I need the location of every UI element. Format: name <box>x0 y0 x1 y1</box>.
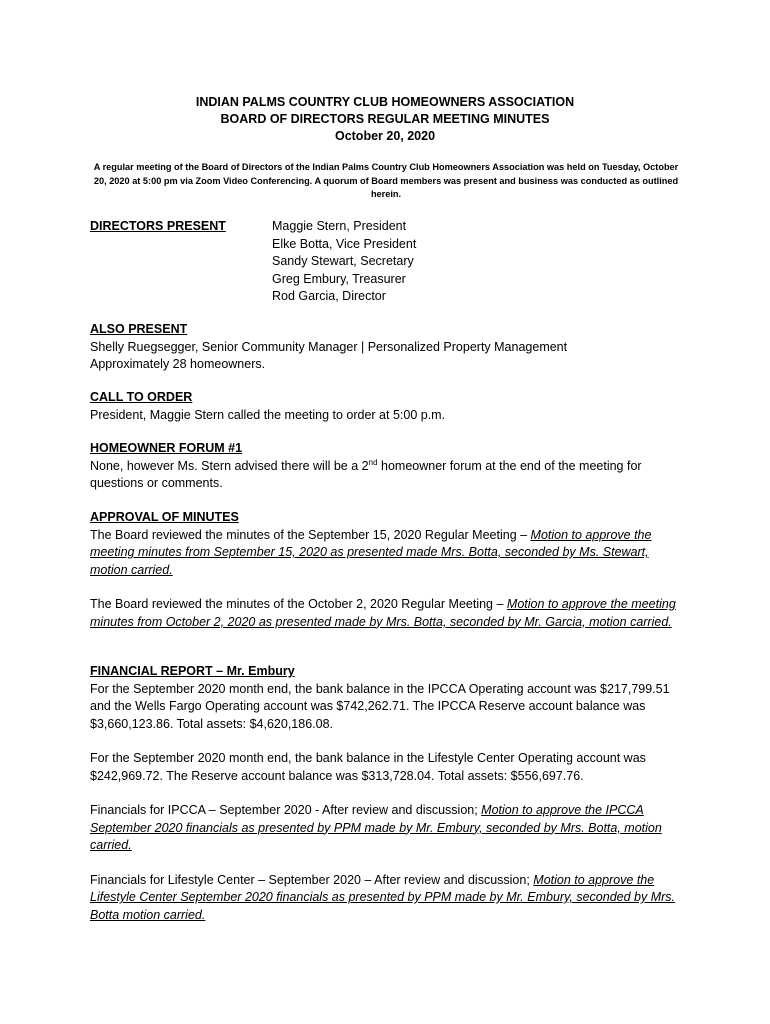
intro-paragraph: A regular meeting of the Board of Directors of the Indian Palms Country Club Homeowners Association was held on Tuesday, October 20, 2020 at 5:00 pm via Zoom Video Conferencing. A quorum of Board members was present and business was conducted as outlined herein. <box>93 162 679 199</box>
homeowner-forum-section <box>90 440 680 493</box>
director-name: Rod Garcia, Director <box>272 289 386 303</box>
approval-heading: APPROVAL OF MINUTES <box>90 510 239 524</box>
motion-text: Motion to approve the meeting minutes from October 2, 2020 as presented made by Mrs. Botta, seconded by Mr. Garcia, motion carried. <box>90 597 676 629</box>
motion-text: Motion to approve the meeting minutes from September 15, 2020 as presented made Mrs. Botta, seconded by Ms. Stewart, motion carried. <box>90 527 652 577</box>
also-present-line: Approximately 28 homeowners. <box>90 357 266 371</box>
ordinal-suffix: nd <box>368 457 378 467</box>
financial-paragraph <box>90 872 680 925</box>
approval-paragraph <box>90 527 680 580</box>
paragraph-text: The Board reviewed the minutes of the October 2, 2020 Regular Meeting – <box>90 597 507 611</box>
motion-text: Motion to approve the IPCCA September 2020 financials as presented by PPM made by Mr. Embury, seconded by Mrs. Botta, motion carried. <box>90 803 662 852</box>
financial-report-section <box>90 663 680 924</box>
financial-paragraph: For the September 2020 month end, the bank balance in the Lifestyle Center Operating account was $242,969.72. The Reserve account balance was $313,728.04. Total assets: $556,697.76. <box>90 751 646 783</box>
director-name: Elke Botta, Vice President <box>272 236 417 251</box>
forum-text-part: homeowner forum at the end of the meeting for questions or comments. <box>90 458 642 490</box>
homeowner-forum-heading: HOMEOWNER FORUM #1 <box>90 441 243 455</box>
approval-paragraph <box>90 596 680 631</box>
document-title: BOARD OF DIRECTORS REGULAR MEETING MINUTES <box>220 112 550 126</box>
also-present-section <box>90 321 680 374</box>
directors-present-heading: DIRECTORS PRESENT <box>90 219 226 233</box>
call-to-order-section <box>90 389 680 424</box>
call-to-order-heading: CALL TO ORDER <box>90 390 193 404</box>
paragraph-text: Financials for Lifestyle Center – September 2020 – After review and discussion; <box>90 872 534 887</box>
motion-text: Motion to approve the Lifestyle Center September 2020 financials as presented by PPM made by Mr. Embury, seconded by Mrs. Botta motion carried. <box>90 872 675 922</box>
financial-paragraph: For the September 2020 month end, the bank balance in the IPCCA Operating account was $217,799.51 and the Wells Fargo Operating account was $742,262.71. The IPCCA Reserve account balance was $3,660,123.86. Total assets: $4,620,186.08. <box>90 681 670 731</box>
directors-list <box>272 218 416 306</box>
forum-text-part: None, however Ms. Stern advised there will be a 2 <box>90 458 369 473</box>
also-present-line: Shelly Ruegsegger, Senior Community Manager | Personalized Property Management <box>90 339 568 354</box>
paragraph-text: Financials for IPCCA – September 2020 - After review and discussion; <box>90 803 482 817</box>
director-name: Sandy Stewart, Secretary <box>272 254 414 268</box>
association-name: INDIAN PALMS COUNTRY CLUB HOMEOWNERS ASSOCIATION <box>195 95 575 109</box>
financial-paragraph <box>90 802 680 855</box>
call-to-order-text: President, Maggie Stern called the meeting to order at 5:00 p.m. <box>90 407 446 422</box>
financial-report-heading: FINANCIAL REPORT – Mr. Embury <box>90 664 295 678</box>
approval-of-minutes-section <box>90 509 680 631</box>
director-name: Greg Embury, Treasurer <box>272 271 406 286</box>
paragraph-text: The Board reviewed the minutes of the September 15, 2020 Regular Meeting – <box>90 527 531 542</box>
homeowner-forum-text <box>90 458 680 493</box>
also-present-heading: ALSO PRESENT <box>90 322 188 336</box>
director-name: Maggie Stern, President <box>272 219 407 233</box>
document-header <box>0 94 770 145</box>
meeting-date: October 20, 2020 <box>334 129 436 143</box>
